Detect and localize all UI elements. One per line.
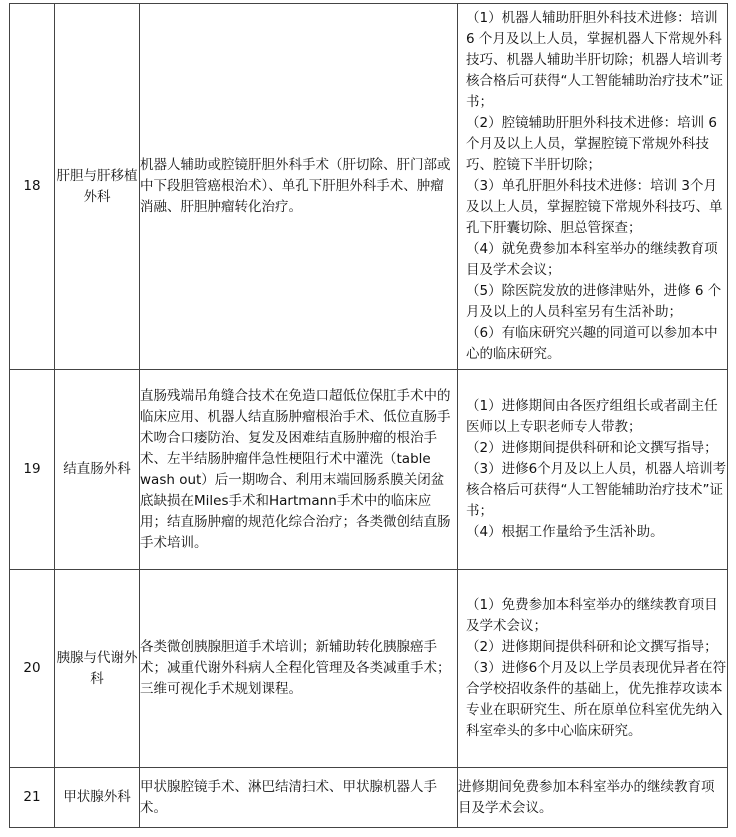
row-number: 19 — [10, 370, 55, 570]
row-number: 21 — [10, 768, 55, 828]
department-name: 甲状腺外科 — [55, 768, 140, 828]
benefit-item: （2）腔镜辅助肝胆外科技术进修：培训 6 个月及以上人员，掌握腔镜下常规外科技巧、腔镜下半肝切除； — [466, 115, 717, 173]
benefit-item: （4）根据工作量给予生活补助。 — [466, 524, 664, 540]
benefits-cell — [458, 768, 728, 828]
benefit-item: （3）单孔肝胆外科技术进修：培训 3个月及以上人员，掌握腔镜下常规外科技巧、单孔下肝囊切除、胆总管探查； — [466, 178, 723, 236]
benefits-cell — [458, 570, 728, 768]
table-row — [10, 370, 728, 570]
benefit-item: （2）进修期间提供科研和论文撰写指导； — [466, 440, 718, 456]
training-content: 各类微创胰腺胆道手术培训；新辅助转化胰腺癌手术；减重代谢外科病人全程化管理及各类减重手术；三维可视化手术规划课程。 — [140, 570, 458, 768]
row-number: 20 — [10, 570, 55, 768]
table-row — [10, 570, 728, 768]
benefit-item: （4）就免费参加本科室举办的继续教育项目及学术会议； — [466, 241, 718, 278]
benefit-item: （1）进修期间由各医疗组组长或者副主任医师以上专职老师专人带教； — [466, 398, 718, 435]
department-name: 肝胆与肝移植外科 — [55, 4, 140, 370]
benefit-item: （1）机器人辅助肝胆外科技术进修：培训 6 个月及以上人员，掌握机器人下常规外科技巧、机器人辅助半肝切除；机器人培训考核合格后可获得“人工智能辅助治疗技术”证书； — [466, 10, 723, 110]
benefit-item: （3）进修6个月及以上学员表现优异者在符合学校招收条件的基础上，优先推荐攻读本专业在职研究生、所在原单位科室优先纳入科室牵头的多中心临床研究。 — [466, 660, 727, 739]
benefits-cell — [458, 370, 728, 570]
benefit-item: （6）有临床研究兴趣的同道可以参加本中心的临床研究。 — [466, 325, 718, 362]
table-row — [10, 4, 728, 370]
benefit-item: （1）免费参加本科室举办的继续教育项目及学术会议； — [466, 597, 718, 634]
benefit-item: 进修期间免费参加本科室举办的继续教育项目及学术会议。 — [458, 778, 715, 816]
row-number: 18 — [10, 4, 55, 370]
benefit-item: （2）进修期间提供科研和论文撰写指导； — [466, 639, 718, 655]
training-content: 机器人辅助或腔镜肝胆外科手术（肝切除、肝门部或中下段胆管癌根治术）、单孔下肝胆外科手术、肿瘤消融、肝胆肿瘤转化治疗。 — [140, 4, 458, 370]
department-name: 结直肠外科 — [55, 370, 140, 570]
benefits-cell — [458, 4, 728, 370]
benefit-item: （5）除医院发放的进修津贴外，进修 6 个月及以上的人员科室另有生活补助； — [466, 283, 722, 320]
training-table — [9, 3, 728, 828]
benefit-item: （3）进修6个月及以上人员，机器人培训考核合格后可获得“人工智能辅助治疗技术”证书； — [466, 461, 727, 519]
training-content: 甲状腺腔镜手术、淋巴结清扫术、甲状腺机器人手术。 — [140, 768, 458, 828]
table-row — [10, 768, 728, 828]
department-name: 胰腺与代谢外科 — [55, 570, 140, 768]
training-content: 直肠残端吊角缝合技术在免造口超低位保肛手术中的临床应用、机器人结直肠肿瘤根治手术、低位直肠手术吻合口瘘防治、复发及困难结直肠肿瘤的根治手术、左半结肠肿瘤伴急性梗阻行术中灌洗（table wash out）后一期吻合、利用末端回肠系膜关闭盆底缺损在Miles手术和Hartmann手术中的临床应用；结直肠肿瘤的规范化综合治疗；各类微创结直肠手术培训。 — [140, 370, 458, 570]
